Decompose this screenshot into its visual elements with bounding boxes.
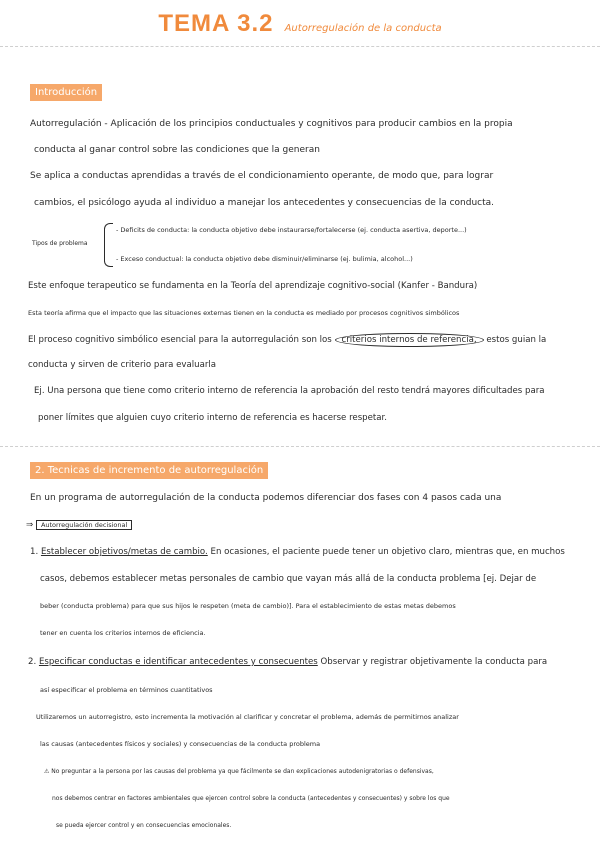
brace-bracket bbox=[104, 223, 113, 267]
paso-1-text: En ocasiones, el paciente puede tener un objetivo claro, mientras que, en muchos bbox=[210, 547, 565, 557]
tecnicas-line-1: En un programa de autorregulación de la conducta podemos diferenciar dos fases con 4 pasos cada una bbox=[30, 493, 502, 503]
paso-2-line-3: Utilizaremos un autorregistro, esto incrementa la motivación al clarificar y concretar el problema, además de permitirnos analizar bbox=[36, 713, 459, 721]
arrow-icon: ⇒ bbox=[26, 520, 34, 530]
intro-line-8: conducta y sirven de criterio para evaluarla bbox=[28, 360, 217, 370]
paso-2-title: Especificar conductas e identificar antecedentes y consecuentes bbox=[38, 657, 318, 667]
intro-line-5: Este enfoque terapeutico se fundamenta en la Teoría del aprendizaje cognitivo-social (Kanfer - Bandura) bbox=[28, 281, 478, 291]
section-tag-tecnicas: 2. Tecnicas de incremento de autorregulación bbox=[30, 462, 268, 479]
intro-line-1: Autorregulación - Aplicación de los principios conductuales y cognitivos para producir cambios en la propia bbox=[30, 119, 513, 129]
paso-2-line-2: así especificar el problema en términos cuantitativos bbox=[40, 686, 213, 694]
tipo-exceso: - Exceso conductual: la conducta objetivo debe disminuir/eliminarse (ej. bulimia, alcohol...) bbox=[116, 255, 413, 263]
intro-line-6: Esta teoría afirma que el impacto que las situaciones externas tienen en la conducta es mediado por procesos cognitivos simbólicos bbox=[28, 309, 460, 317]
paso-2-line-4: las causas (antecedentes físicos y sociales) y consecuencias de la conducta problema bbox=[40, 740, 321, 748]
paso-1-number: 1. bbox=[30, 547, 39, 557]
section-tag-introduccion: Introducción bbox=[30, 84, 102, 101]
paso-1-title: Establecer objetivos/metas de cambio. bbox=[40, 547, 208, 557]
paso-2-warning-line: ⚠ No preguntar a la persona por las causas del problema ya que fácilmente se dan explicaciones autodenigratorias o defensivas, bbox=[44, 768, 434, 775]
criterios-internos-oval: criterios internos de referencia, bbox=[335, 333, 484, 347]
tipo-deficit: - Deficits de conducta: la conducta objetivo debe instaurarse/fortalecerse (ej. conducta asertiva, deporte...) bbox=[116, 226, 467, 234]
intro-line-10: poner límites que alguien cuyo criterio interno de referencia es hacerse respetar. bbox=[38, 413, 388, 423]
divider bbox=[0, 446, 600, 447]
intro-line-4: cambios, el psicólogo ayuda al individuo a manejar los antecedentes y consecuencias de la conducta. bbox=[34, 198, 495, 208]
fase-decisional-box: Autorregulación decisional bbox=[36, 520, 132, 530]
page-title bbox=[0, 10, 600, 38]
paso-1-line-3: beber (conducta problema) para que sus hijos le respeten (meta de cambio)]. Para el establecimiento de estas metas debemos bbox=[40, 602, 456, 610]
paso-2-text: Observar y registrar objetivamente la conducta para bbox=[320, 657, 548, 667]
title-subtitle: Autorregulación de la conducta bbox=[284, 23, 442, 34]
intro-line-7-b: estos guian la bbox=[486, 335, 547, 345]
paso-1-line bbox=[30, 546, 565, 558]
paso-2-line-7: se pueda ejercer control y en consecuencias emocionales. bbox=[56, 822, 232, 829]
paso-2-line-6: nos debemos centrar en factores ambientales que ejercen control sobre la conducta (antecedentes y consecuentes) y sobre los que bbox=[52, 795, 450, 802]
paso-2-number: 2. bbox=[28, 657, 37, 667]
paso-1-line-4: tener en cuenta los criterios internos de eficiencia. bbox=[40, 629, 206, 637]
tipos-problema-label: Tipos de problema bbox=[32, 240, 88, 247]
intro-line-2: conducta al ganar control sobre las condiciones que la generan bbox=[34, 145, 320, 155]
fase-decisional bbox=[26, 519, 132, 531]
intro-line-7 bbox=[28, 334, 546, 346]
intro-line-7-a: El proceso cognitivo simbólico esencial para la autorregulación son los bbox=[28, 335, 332, 345]
paso-2-line bbox=[28, 656, 547, 668]
paso-1-line-2: casos, debemos establecer metas personales de cambio que vayan más allá de la conducta problema [ej. Dejar de bbox=[40, 574, 537, 584]
intro-line-9: Ej. Una persona que tiene como criterio interno de referencia la aprobación del resto tendrá mayores dificultades para bbox=[34, 386, 545, 396]
intro-line-3: Se aplica a conductas aprendidas a través de el condicionamiento operante, de modo que, para lograr bbox=[30, 171, 494, 181]
divider bbox=[0, 46, 600, 47]
title-main: TEMA 3.2 bbox=[158, 10, 274, 37]
